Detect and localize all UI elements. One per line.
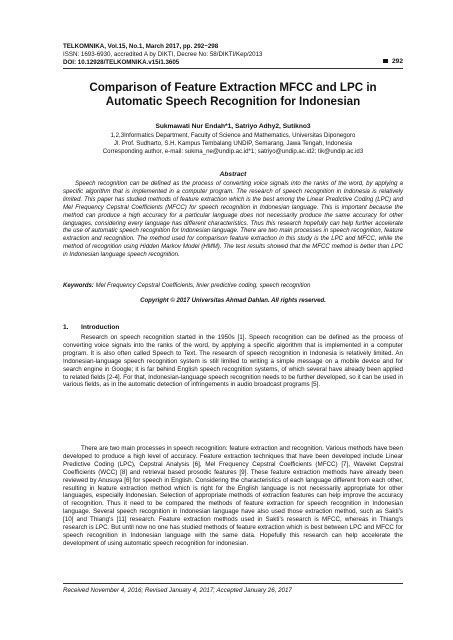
keywords-text: Mel Frequency Cepstral Coefficients, linier predictive coding, speech recognition [95,283,311,289]
intro-paragraph-2: There are two main processes in speech recognition: feature extraction and recognition. Various methods have been developed to produce a high level of accuracy. Feature extraction techniques that have been developed include Linear Predictive Coding (LPC), Cepstral Analysis [6], Mel Frequency Cepstral Coefficients (MFCC) [7], Wavelet Cepstral Coefficients (WCC) [8] and retrieval based prosodic features [9]. These feature extraction methods have already been reviewed by Anusuya [6] for speech in English. Considering the characteristics of each language different from each other, resulting in feature extraction method which is right for the English language is not necessarily appropriate for other languages, especially Indonesian. Selection of appropriate methods of extraction features can help improve the accuracy of recognition. Thus it need to be compared the methods of feature extraction for speech recognition in Indonesian language. Several speech recognition in Indonesian language have also used those extraction method, such as Sakti's [10] and Thiang's [11] research. Feature extraction methods used in Sakti's research is MFCC, whereas in Thiang's research is LPC. But until now no one has studied methods of feature extraction which is best between LPC and MFCC for speech recognition in Indonesian language with the same data. Hopefully this research can help accelerate the development of using automatic speech recognition for indonesian. [63,445,403,547]
affiliation-address: Jl. Prof. Sudharto, S.H. Kampus Tembalang UNDIP, Semarang, Jawa Tengah, Indonesia [113,140,353,147]
header-rule [63,68,403,69]
keywords-line [63,283,403,289]
journal-citation: TELKOMNIKA, Vol.15, No.1, March 2017, pp. 292~298 [63,43,219,50]
section-title: Introduction [81,324,120,331]
copyright-notice: Copyright © 2017 Universitas Ahmad Dahlan. All rights reserved. [140,298,326,304]
section-heading [63,324,119,331]
authors-text: Sukmawati Nur Endah*1, Satriyo Adhy2, Sutikno3 [155,123,311,130]
abstract-heading: Abstract [219,171,247,178]
doi-line: DOI: 10.12928/TELKOMNIKA.v15i1.3605 [63,59,180,66]
keywords-label: Keywords: [63,283,94,289]
footer-rule [63,583,403,584]
abstract-body: Speech recognition can be defined as the process of converting voice signals into the ranks of the word, by applying a specific algorithm that is implemented in a computer program. The research of speech recognition in Indonesia is relatively limited. This paper has studied methods of feature extraction which is the best among the Linear Predictive Coding (LPC) and Mel Frequency Cepstral Coefficients (MFCC) for speech recognition in Indonesian language. This is important because the method can produce a high accuracy for a particular language does not necessarily produce the same accuracy for other languages, considering every language has different characteristics. Thus this research hopefully can help further accelerate the use of automatic speech recognition for Indonesian language. There are two main processes in speech recognition, feature extraction and recognition. The method used for comparison feature extraction in this study is the LPC and MFCC, while the method of recognition using Hidden Markov Model (HMM). The test results showed that the MFCC method is better than LPC in Indonesian language speech recognition. [63,181,403,259]
intro-paragraph-1: Research on speech recognition started in the 1950s [1]. Speech recognition can be defined as the process of converting voice signals into the ranks of the word, by applying a specific algorithm that is implemented in a computer program. It is also often called Speech to Text. The research of speech recognition in Indonesia is relatively limited. An Indonesian-language speech recognition system is still limited to writing a simple message on a mobile device and for search engine in Google; it is far behind English speech recognition systems, of which several have already been applied to related fields [2-4]. For that, Indonesian-language speech recognition needs to be further developed, so it can be used in various fields, as in the automatic detection of infringements in audio broadcast programs [5]. [63,334,403,389]
affiliation-block [63,132,403,156]
page-number: 292 [383,58,403,65]
corresponding-author: Corresponding author, e-mail: sukma_ne@undip.ac.id*1; satriyo@undip.ac.id2; tik@undip.ac.id3 [102,148,364,155]
issn-line: ISSN: 1693-6930, accredited A by DIKTI, Decree No: 58/DIKTI/Kep/2013 [63,51,263,58]
affiliation-department: 1,2,3Informatics Department, Faculty of Science and Mathematics, Universitas Diponegoro [110,132,356,139]
paper-title: Comparison of Feature Extraction MFCC and LPC in Automatic Speech Recognition for Indonesian [89,81,377,108]
journal-header [63,43,403,67]
square-bullet-icon [383,59,388,64]
received-dates: Received November 4, 2016; Revised January 4, 2017; Accepted January 26, 2017 [63,587,292,594]
author-list [63,123,403,130]
section-number: 1. [63,324,69,331]
